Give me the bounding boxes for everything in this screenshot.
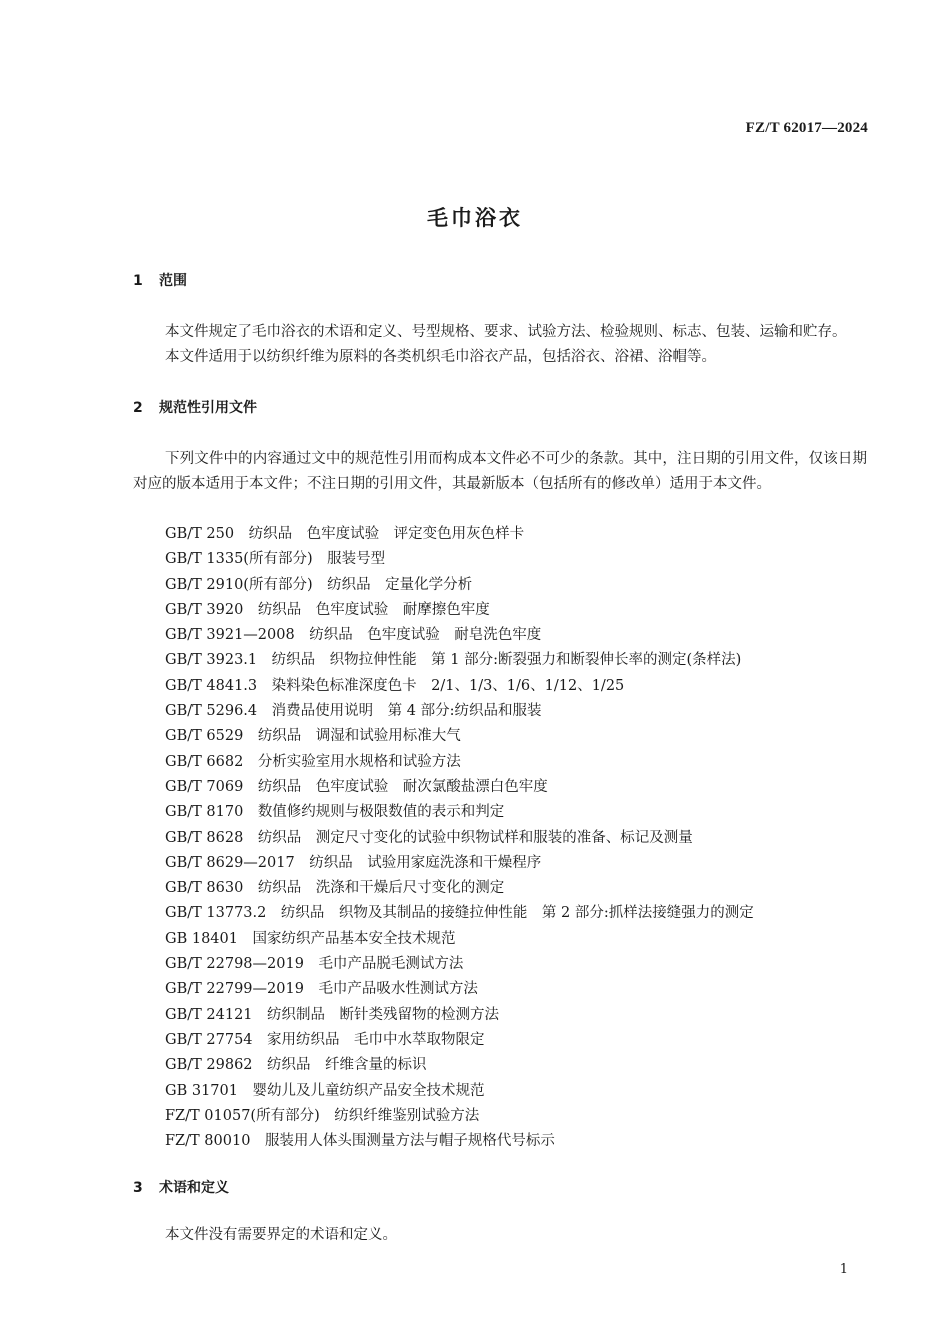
reference-code: GB/T 250 [165, 526, 235, 542]
reference-title: 纺织品 织物拉伸性能 第 1 部分:断裂强力和断裂伸长率的测定(条样法) [271, 652, 742, 669]
reference-code: GB/T 22798—2019 [165, 956, 304, 973]
reference-title: 纺织纤维鉴别试验方法 [334, 1107, 480, 1124]
document-title: 毛巾浴衣 [427, 206, 523, 230]
section-number: 2 [133, 400, 143, 416]
reference-code: GB/T 3923.1 [165, 652, 258, 669]
reference-list [165, 522, 754, 1154]
page-number: 1 [839, 1262, 848, 1277]
reference-code: GB 31701 [165, 1082, 238, 1099]
reference-title: 消费品使用说明 第 4 部分:纺织品和服装 [271, 703, 542, 720]
reference-item [165, 1053, 754, 1078]
reference-item [165, 1104, 754, 1129]
reference-code: GB/T 5296.4 [165, 703, 258, 720]
reference-code: GB/T 6529 [165, 728, 244, 745]
section-title: 范围 [159, 273, 187, 289]
section-3-heading [133, 1177, 229, 1197]
reference-code: GB/T 27754 [165, 1031, 253, 1048]
reference-title: 婴幼儿及儿童纺织产品安全技术规范 [252, 1082, 485, 1099]
terms-paragraph: 本文件没有需要界定的术语和定义。 [165, 1227, 397, 1243]
reference-title: 染料染色标准深度色卡 2/1、1/3、1/6、1/12、1/25 [271, 677, 625, 694]
reference-title: 国家纺织产品基本安全技术规范 [252, 930, 456, 947]
reference-item [165, 826, 754, 851]
reference-code: GB/T 29862 [165, 1057, 253, 1074]
reference-item [165, 800, 754, 825]
normative-references-intro: 下列文件中的内容通过文中的规范性引用而构成本文件必不可少的条款。其中，注日期的引用文件，仅该日期对应的版本适用于本文件；不注日期的引用文件，其最新版本（包括所有的修改单）适用于本文件。 [133, 451, 867, 492]
reference-item [165, 573, 754, 598]
reference-code: GB/T 6682 [165, 753, 244, 770]
section-title: 术语和定义 [159, 1180, 229, 1196]
reference-code: GB 18401 [165, 930, 238, 947]
scope-paragraph-1: 本文件规定了毛巾浴衣的术语和定义、号型规格、要求、试验方法、检验规则、标志、包装、运输和贮存。 [165, 324, 847, 340]
reference-item [165, 648, 754, 673]
reference-item [165, 724, 754, 749]
reference-item [165, 952, 754, 977]
reference-item [165, 1028, 754, 1053]
reference-code: GB/T 8630 [165, 880, 244, 897]
reference-code: FZ/T 01057(所有部分) [165, 1107, 320, 1124]
section-title: 规范性引用文件 [159, 400, 257, 416]
reference-item [165, 901, 754, 926]
reference-title: 毛巾产品脱毛测试方法 [318, 956, 464, 973]
reference-code: GB/T 24121 [165, 1006, 253, 1023]
reference-code: GB/T 8628 [165, 829, 244, 846]
reference-item [165, 750, 754, 775]
reference-title: 纺织品 定量化学分析 [327, 576, 473, 593]
reference-title: 纺织品 织物及其制品的接缝拉伸性能 第 2 部分:抓样法接缝强力的测定 [280, 905, 754, 922]
reference-title: 分析实验室用水规格和试验方法 [257, 753, 461, 770]
reference-title: 纺织品 色牢度试验 评定变色用灰色样卡 [248, 526, 525, 542]
reference-code: GB/T 3921—2008 [165, 627, 295, 644]
reference-item [165, 927, 754, 952]
reference-code: FZ/T 80010 [165, 1133, 251, 1150]
section-1-heading [133, 270, 187, 290]
reference-item [165, 1079, 754, 1104]
reference-code: GB/T 4841.3 [165, 677, 258, 694]
scope-paragraph-2: 本文件适用于以纺织纤维为原料的各类机织毛巾浴衣产品，包括浴衣、浴裙、浴帽等。 [165, 349, 716, 365]
reference-item [165, 623, 754, 648]
reference-title: 服装用人体头围测量方法与帽子规格代号标示 [264, 1133, 555, 1150]
reference-code: GB/T 3920 [165, 601, 244, 618]
reference-code: GB/T 7069 [165, 778, 244, 795]
reference-code: GB/T 13773.2 [165, 905, 267, 922]
reference-title: 服装号型 [327, 551, 386, 568]
reference-title: 纺织品 洗涤和干燥后尺寸变化的测定 [257, 880, 505, 897]
reference-item [165, 598, 754, 623]
reference-title: 纺织品 色牢度试验 耐皂洗色牢度 [309, 627, 542, 644]
reference-title: 纺织品 色牢度试验 耐次氯酸盐漂白色牢度 [257, 778, 548, 795]
reference-item [165, 674, 754, 699]
reference-item [165, 522, 754, 547]
section-number: 1 [133, 273, 143, 289]
reference-title: 毛巾产品吸水性测试方法 [318, 981, 478, 998]
reference-title: 纺织品 试验用家庭洗涤和干燥程序 [309, 854, 542, 871]
reference-title: 纺织品 测定尺寸变化的试验中织物试样和服装的准备、标记及测量 [257, 829, 693, 846]
reference-item [165, 547, 754, 572]
reference-item [165, 775, 754, 800]
reference-item [165, 977, 754, 1002]
reference-code: GB/T 22799—2019 [165, 981, 304, 998]
reference-code: GB/T 8170 [165, 804, 244, 821]
reference-code: GB/T 1335(所有部分) [165, 551, 313, 568]
section-2-heading [133, 397, 257, 417]
reference-item [165, 699, 754, 724]
reference-item [165, 876, 754, 901]
reference-title: 纺织品 纤维含量的标识 [267, 1057, 427, 1074]
reference-title: 家用纺织品 毛巾中水萃取物限定 [267, 1031, 485, 1048]
reference-code: GB/T 8629—2017 [165, 854, 295, 871]
reference-title: 纺织品 色牢度试验 耐摩擦色牢度 [257, 601, 490, 618]
reference-title: 纺织品 调湿和试验用标准大气 [257, 728, 461, 745]
reference-item [165, 1003, 754, 1028]
document-code: FZ/T 62017—2024 [745, 120, 868, 136]
reference-item [165, 1129, 754, 1154]
reference-title: 纺织制品 断针类残留物的检测方法 [267, 1006, 500, 1023]
reference-item [165, 851, 754, 876]
reference-code: GB/T 2910(所有部分) [165, 576, 313, 593]
reference-title: 数值修约规则与极限数值的表示和判定 [257, 804, 505, 821]
section-number: 3 [133, 1180, 143, 1196]
